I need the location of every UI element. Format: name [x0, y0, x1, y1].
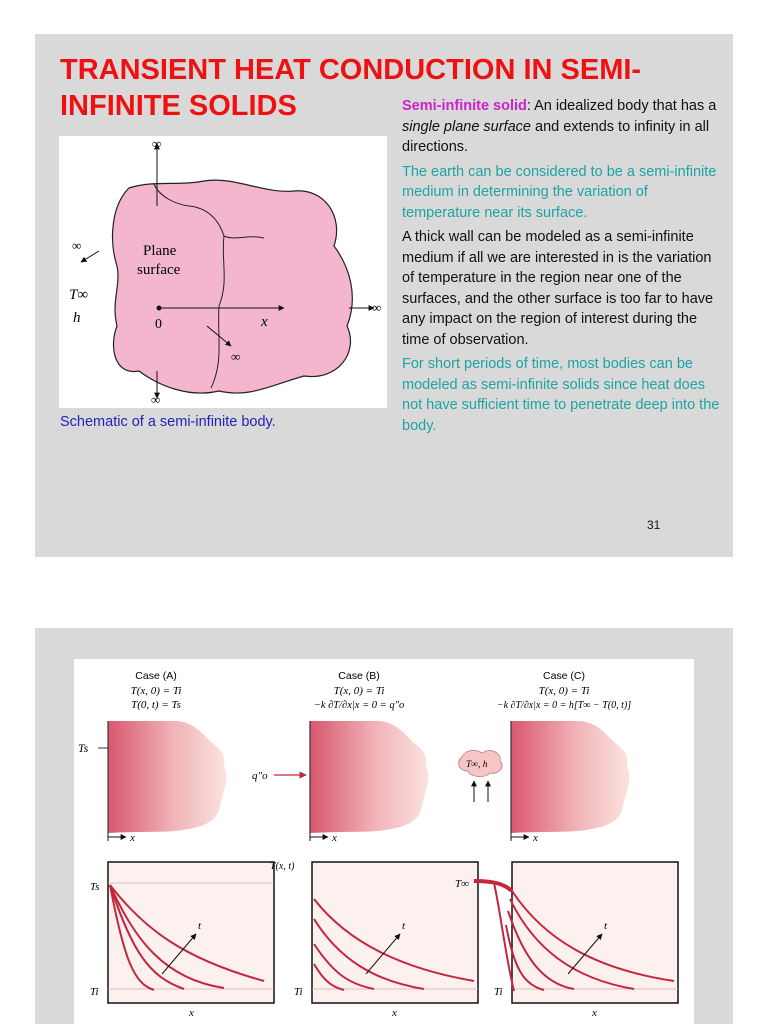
boundary-cases-figure	[74, 659, 694, 1024]
slide-body-text	[402, 96, 722, 440]
earth-paragraph: The earth can be considered to be a semi-infinite medium in determining the variation of temperature near its surface.	[402, 163, 717, 221]
slide-31	[35, 34, 733, 557]
case-c-header	[497, 670, 631, 711]
case-b-ti-axis: Ti	[294, 986, 303, 998]
case-a-ti-axis: Ti	[90, 986, 99, 998]
surface-label: surface	[137, 262, 181, 278]
case-b-x: x	[332, 832, 337, 844]
case-b-cond1: T(x, 0) = Ti	[333, 685, 385, 697]
txt-axis-label: T(x, t)	[270, 861, 295, 872]
case-b-heading: Case (B)	[338, 670, 380, 682]
case-b-graph	[270, 861, 478, 1019]
case-b-header	[314, 670, 405, 711]
case-c-cond2: −k ∂T/∂x|x = 0 = h[T∞ − T(0, t)]	[496, 700, 632, 711]
thick-wall-paragraph: A thick wall can be modeled as a semi-infinite medium if all we are interested in is the variation of temperature in the region near one of the surfaces, and the other surface is too far to have any impact on the region of interest during the time of observation.	[402, 229, 714, 348]
case-a-slab	[108, 721, 226, 833]
infinity-bottom: ∞	[151, 392, 161, 407]
page-number: 31	[647, 518, 661, 532]
tinf-h-label: T∞, h	[466, 760, 488, 770]
t-infinity-label: T∞	[69, 287, 89, 303]
case-a-x: x	[130, 832, 135, 844]
infinity-right: ∞	[372, 300, 382, 315]
infinity-depth: ∞	[231, 349, 241, 364]
case-a-t: t	[198, 920, 202, 932]
case-b-cond2: −k ∂T/∂x|x = 0 = q″o	[313, 700, 405, 711]
case-c-heading: Case (C)	[542, 670, 586, 682]
h-label: h	[73, 310, 81, 326]
case-a-cond2: T(0, t) = Ts	[131, 699, 181, 711]
title-line-2: INFINITE SOLIDS	[60, 90, 297, 122]
short-periods-paragraph: For short periods of time, most bodies can be modeled as semi-infinite solids since heat does not have sufficient time to penetrate deep into the body.	[402, 356, 720, 434]
infinity-top: ∞	[152, 136, 162, 151]
case-a-cond1: T(x, 0) = Ti	[130, 685, 182, 697]
slide-32	[35, 628, 733, 1024]
case-a-ts-axis: Ts	[90, 881, 100, 893]
case-a-x-axis: x	[189, 1007, 194, 1019]
case-c-ti-axis: Ti	[494, 986, 503, 998]
figure-caption: Schematic of a semi-infinite body.	[60, 414, 276, 430]
infinity-left: ∞	[72, 238, 82, 253]
semi-infinite-body-figure	[59, 136, 387, 408]
case-a-graph	[90, 862, 274, 1019]
case-b-slab	[310, 721, 428, 833]
case-a-heading: Case (A)	[135, 670, 177, 682]
case-b-t: t	[402, 920, 406, 932]
x-axis-label: x	[261, 314, 268, 330]
qo-label: q″o	[252, 770, 268, 782]
case-b-x-axis: x	[392, 1007, 397, 1019]
case-c-x-axis: x	[592, 1007, 597, 1019]
title-line-1: TRANSIENT HEAT CONDUCTION IN SEMI-	[60, 54, 642, 86]
case-c-t: t	[604, 920, 608, 932]
definition-paragraph: Semi-infinite solid: An idealized body that has a single plane surface and extends to infinity in all directions.	[402, 98, 717, 155]
case-c-slab	[511, 721, 629, 833]
origin-label: 0	[155, 317, 162, 332]
case-c-x: x	[533, 832, 538, 844]
definition-term: Semi-infinite solid	[402, 98, 527, 114]
case-a-header	[131, 670, 182, 711]
case-c-cond1: T(x, 0) = Ti	[538, 685, 590, 697]
tinf-axis-label: T∞	[455, 878, 469, 890]
ts-label: Ts	[78, 741, 89, 755]
plane-label: Plane	[143, 243, 177, 259]
case-c-graph	[455, 862, 678, 1019]
